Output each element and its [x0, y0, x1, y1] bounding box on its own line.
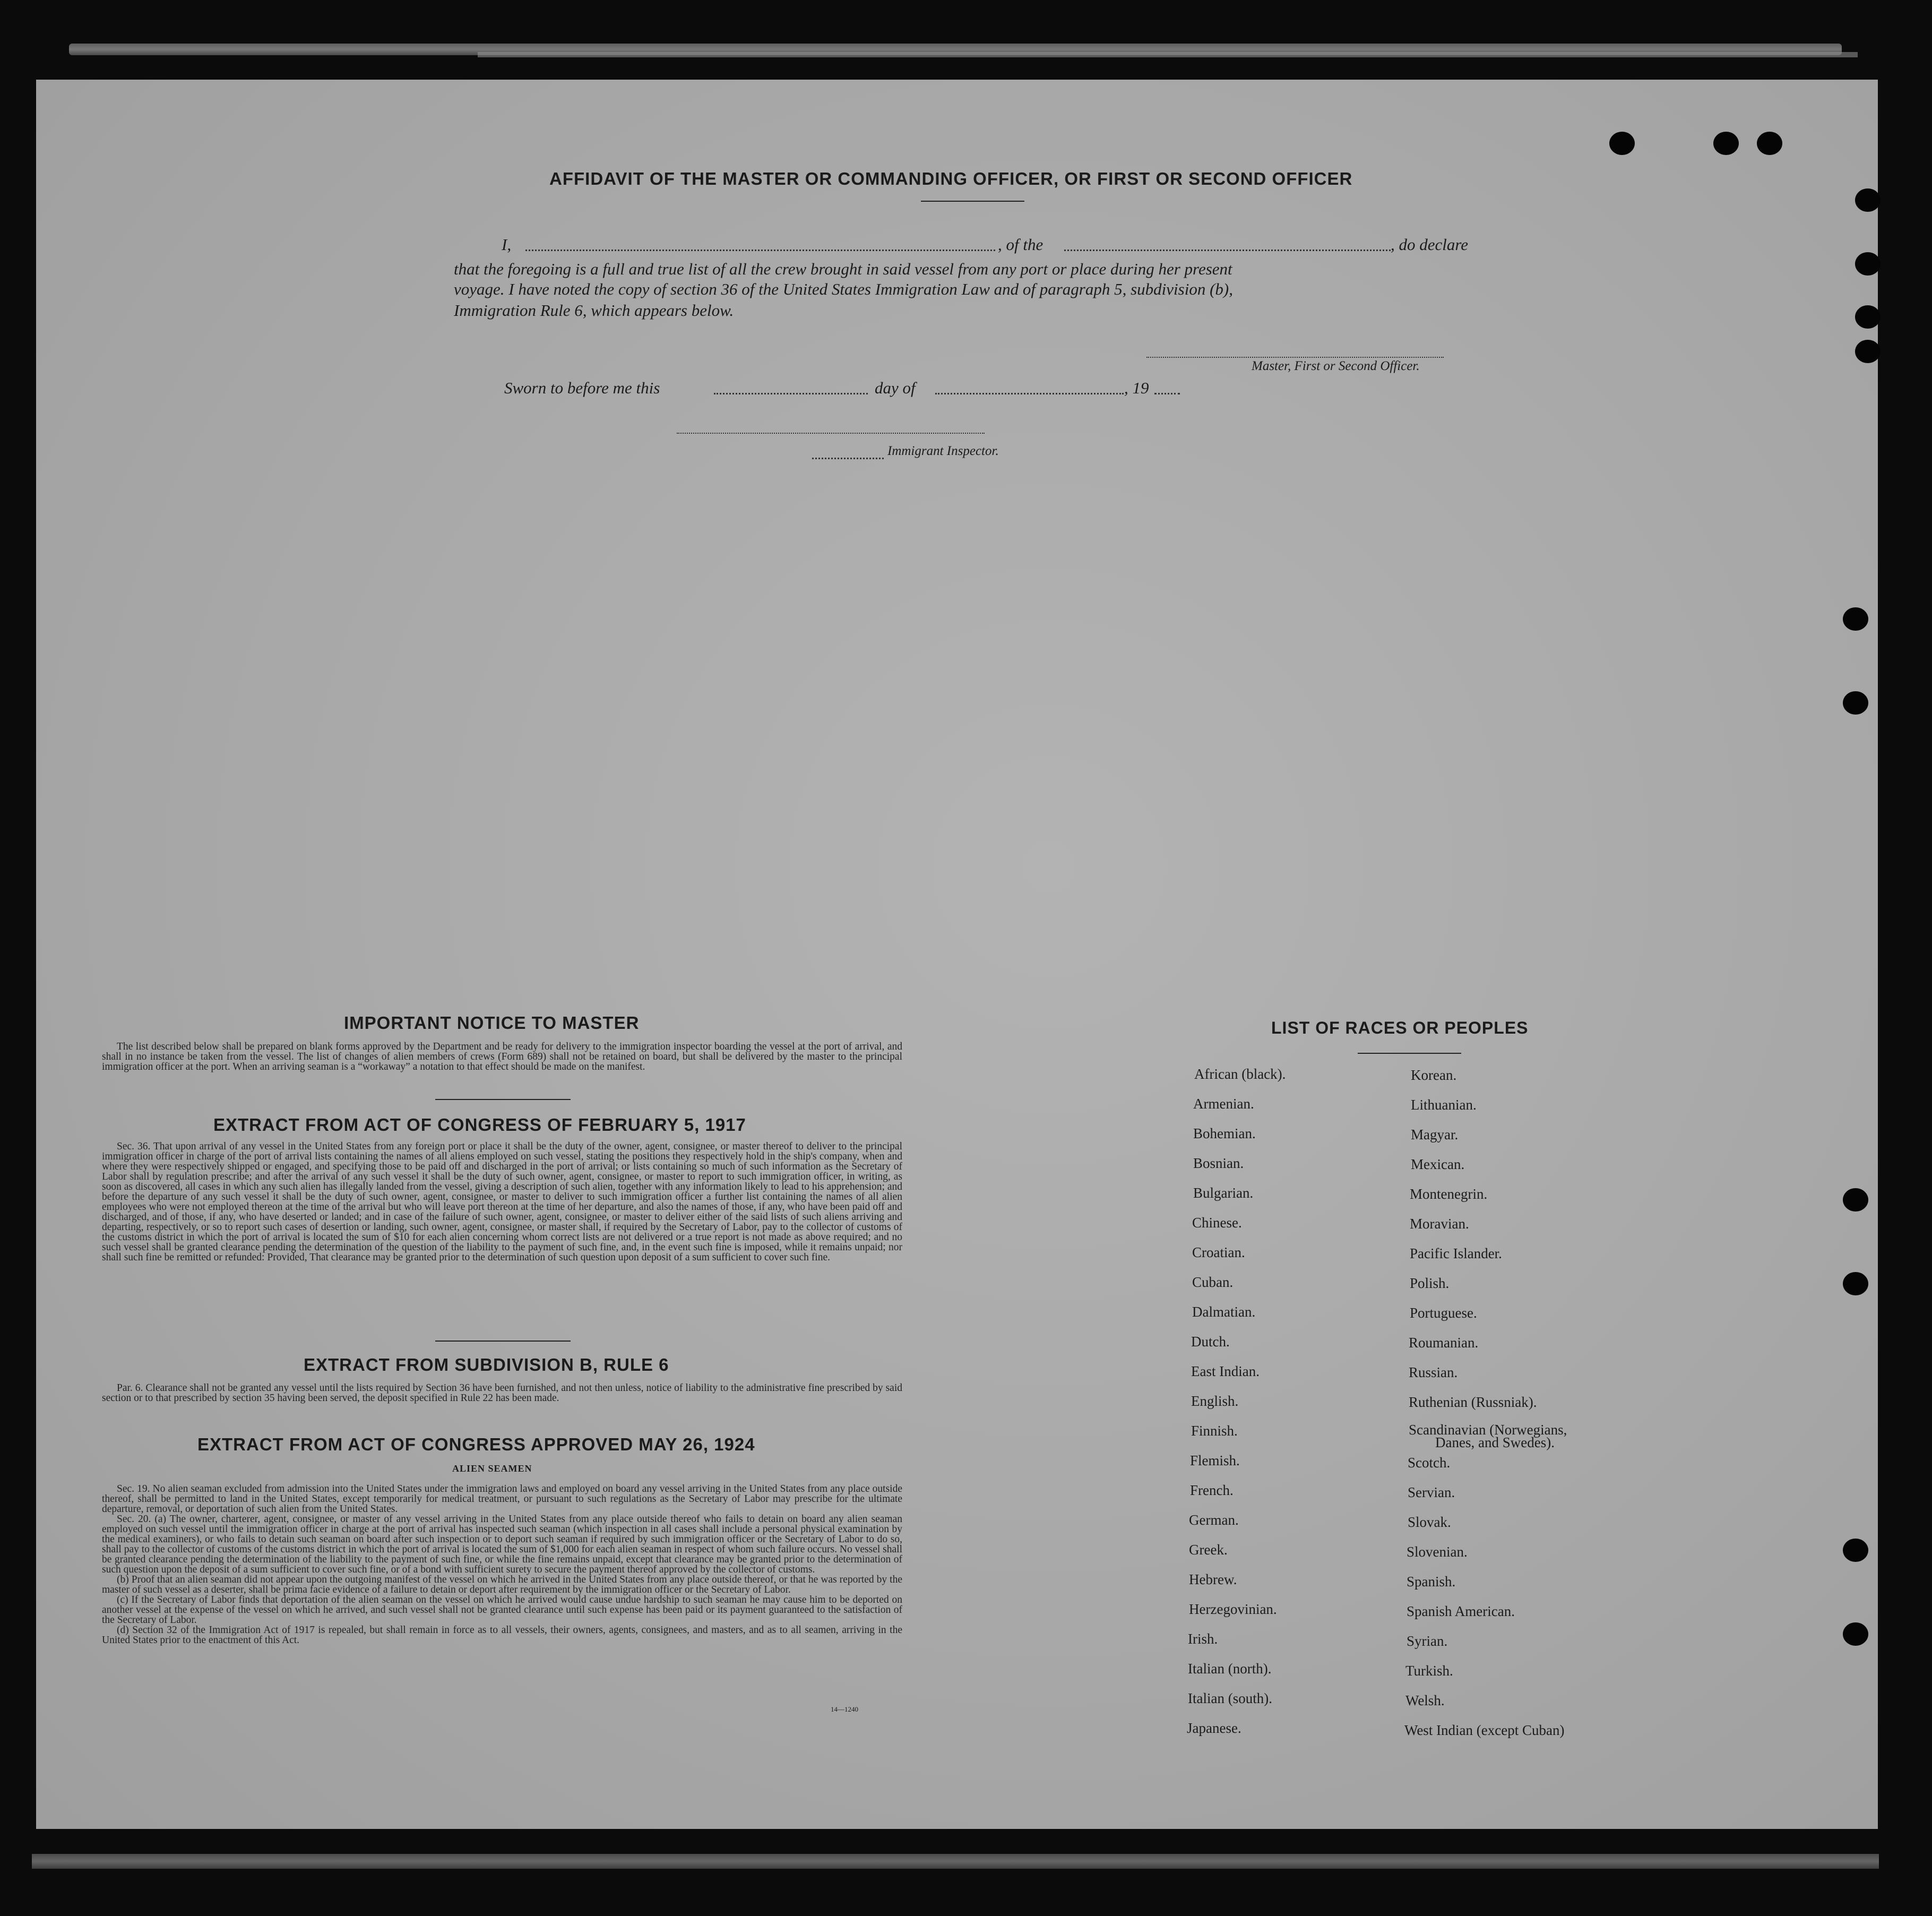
- notice-title: IMPORTANT NOTICE TO MASTER: [344, 1013, 640, 1033]
- inspector-signature-dots: [812, 458, 884, 459]
- race-item: English.: [1191, 1393, 1239, 1409]
- race-item: African (black).: [1194, 1066, 1286, 1082]
- extract2-text: [102, 1383, 902, 1403]
- punch-hole-icon: [1757, 132, 1782, 155]
- punch-hole-icon: [1855, 188, 1881, 212]
- race-item: Italian (south).: [1188, 1690, 1272, 1706]
- punch-hole-icon: [1843, 607, 1868, 631]
- master-signature-line[interactable]: [1146, 357, 1444, 358]
- day-of-text: day of: [875, 379, 916, 397]
- race-item: Irish.: [1188, 1631, 1218, 1647]
- race-item: Dutch.: [1191, 1334, 1230, 1350]
- punch-hole-icon: [1843, 1188, 1868, 1212]
- race-item: Scandinavian (Norwegians,: [1409, 1422, 1567, 1438]
- race-item: Herzegovinian.: [1189, 1601, 1277, 1617]
- affidavit-title: AFFIDAVIT OF THE MASTER OR COMMANDING OFFICER, OR FIRST OR SECOND OFFICER: [549, 169, 1353, 188]
- race-item: Turkish.: [1405, 1663, 1453, 1679]
- race-item: Armenian.: [1193, 1096, 1254, 1112]
- affidavit-do-declare: , do declare: [1391, 235, 1469, 254]
- punch-hole-icon: [1855, 252, 1881, 276]
- race-item: Spanish American.: [1407, 1603, 1515, 1619]
- notice-paragraph: The list described below shall be prepared on blank forms approved by the Department and be ready for delivery to the immigration inspector boarding the vessel at the port of arrival, and shall in no instance be taken from the vessel. The list of changes of alien members of crews (Form 689) shall not be retained on board, but shall be delivered by the master to the principal immigration officer at the port. When an arriving seaman is a “workaway” a notation to that effect should be made on the manifest.: [102, 1041, 902, 1072]
- races-title-underline: [1358, 1053, 1461, 1054]
- race-item: Spanish.: [1407, 1574, 1456, 1589]
- extract3-paragraph-3: (b) Proof that an alien seaman did not appear upon the outgoing manifest of the vessel on which he arrived in the United States from any place outside thereof, or that he was reported by the master of such vessel as a deserter, shall be prima facie evidence of a failure to detain or deport after requirement by the immigration officer or the Secretary of Labor.: [102, 1574, 902, 1595]
- extract3-paragraph-5: (d) Section 32 of the Immigration Act of 1917 is repealed, but shall remain in force as to all vessels, their owners, agents, consignees, and masters, and as to all seamen, arriving in the United States prior to the enactment of this Act.: [102, 1625, 902, 1646]
- extract3-subtitle: ALIEN SEAMEN: [452, 1463, 532, 1474]
- punch-hole-icon: [1855, 340, 1881, 363]
- master-signature-label: Master, First or Second Officer.: [1252, 359, 1420, 373]
- extract1-title: EXTRACT FROM ACT OF CONGRESS OF FEBRUARY 5, 1917: [213, 1115, 746, 1135]
- notice-text: [102, 1042, 902, 1072]
- sworn-year-field[interactable]: [1154, 393, 1180, 394]
- race-item: Russian.: [1409, 1364, 1458, 1380]
- inspector-signature-line[interactable]: [677, 433, 985, 434]
- section-divider: [435, 1099, 571, 1100]
- race-item: Finnish.: [1191, 1423, 1238, 1439]
- affidavit-i: I,: [502, 235, 512, 254]
- race-item: Servian.: [1408, 1484, 1455, 1500]
- race-item: Bohemian.: [1193, 1125, 1256, 1141]
- race-item: Croatian.: [1192, 1244, 1245, 1260]
- race-item: Syrian.: [1407, 1633, 1448, 1649]
- extract1-paragraph: Sec. 36. That upon arrival of any vessel in the United States from any foreign port or place it shall be the duty of the owner, agent, consignee, or master thereof to deliver to the principal immigration officer in charge of the port of arrival lists containing the names of all aliens employed on such vessel, stating the positions they respectively hold in the ship's company, when and where they were respectively shipped or engaged, and specifying those to be paid off and discharged in the port of arrival; or lists containing so much of such information as the Secretary of Labor shall by regulation prescribe; and after the arrival of any such vessel it shall be the duty of such owner, agent, consignee, or master to report to such immigration officer, in writing, as soon as discovered, all cases in which any such alien has illegally landed from the vessel, giving a description of such alien, together with any information likely to lead to his apprehension; and before the departure of any such vessel it shall be the duty of such owner, agent, consignee, or master to deliver to such immigration officer a further list containing the names of all alien employees who were not employed thereon at the time of the arrival but who will leave port thereon at the time of her departure, and also the names of those, if any, who have been paid off and discharged, and of those, if any, who have deserted or landed; and in case of the failure of such owner, agent, consignee, or master to deliver either of the said lists of such aliens arriving and departing, respectively, or so to report such cases of desertion or landing, such owner, agent, consignee, or master shall, if required by the Secretary of Labor, pay to the collector of customs of the customs district in which the port of arrival is located the sum of $10 for each alien concerning whom correct lists are not delivered or a true report is not made as above required; and no such vessel shall be granted clearance pending the determination of the question of the liability to the payment of such fine, and, in the event such fine is imposed, while it remains unpaid; nor shall such fine be remitted or refunded: Provided, That clearance may be granted prior to the determination of such question upon deposit of a sum sufficient to cover such fine.: [102, 1141, 902, 1263]
- race-item: French.: [1190, 1482, 1234, 1498]
- affidavit-line-2: that the foregoing is a full and true list of all the crew brought in said vessel from any port or place during her present: [454, 260, 1232, 278]
- race-item: Slovenian.: [1407, 1544, 1468, 1560]
- sworn-month-field[interactable]: [935, 393, 1124, 394]
- race-item: Bulgarian.: [1193, 1185, 1254, 1201]
- race-item: Italian (north).: [1188, 1661, 1272, 1677]
- race-item: Moravian.: [1410, 1216, 1469, 1232]
- film-edge-bottom: [32, 1854, 1879, 1869]
- race-item: Korean.: [1411, 1067, 1457, 1083]
- race-item: West Indian (except Cuban): [1404, 1722, 1565, 1738]
- punch-hole-icon: [1843, 1622, 1868, 1646]
- affidavit-line-4: Immigration Rule 6, which appears below.: [454, 301, 734, 320]
- punch-hole-icon: [1713, 132, 1739, 155]
- race-item: Danes, and Swedes).: [1435, 1434, 1555, 1450]
- extract2-paragraph: Par. 6. Clearance shall not be granted any vessel until the lists required by Section 36 have been furnished, and not then unless, notice of liability to the administrative fine prescribed by said section or to that prescribed by section 35 having been served, the deposit specified in Rule 22 has been made.: [102, 1382, 902, 1404]
- punch-hole-icon: [1855, 305, 1881, 329]
- punch-hole-icon: [1843, 1272, 1868, 1295]
- affidavit-of-the: , of the: [998, 235, 1043, 254]
- race-item: Pacific Islander.: [1410, 1245, 1502, 1261]
- race-item: Flemish.: [1190, 1453, 1240, 1468]
- race-item: Magyar.: [1411, 1127, 1459, 1142]
- section-divider: [435, 1341, 571, 1342]
- races-title: LIST OF RACES OR PEOPLES: [1271, 1018, 1529, 1037]
- race-item: Hebrew.: [1189, 1571, 1237, 1587]
- form-number: 14—1240: [831, 1705, 858, 1713]
- affidavit-line-3: voyage. I have noted the copy of section 36 of the United States Immigration Law and of paragraph 5, subdivision (b),: [454, 280, 1233, 298]
- race-item: Greek.: [1189, 1542, 1228, 1558]
- race-item: Dalmatian.: [1192, 1304, 1256, 1320]
- punch-hole-icon: [1609, 132, 1635, 155]
- extract3-title: EXTRACT FROM ACT OF CONGRESS APPROVED MAY 26, 1924: [197, 1434, 755, 1454]
- sworn-day-field[interactable]: [714, 393, 868, 394]
- extract2-title: EXTRACT FROM SUBDIVISION B, RULE 6: [304, 1355, 669, 1374]
- race-item: Portuguese.: [1410, 1305, 1477, 1321]
- title-underline: [921, 201, 1024, 202]
- race-item: Ruthenian (Russniak).: [1409, 1394, 1537, 1410]
- race-item: German.: [1189, 1512, 1239, 1528]
- race-item: Slovak.: [1408, 1514, 1451, 1530]
- race-item: Cuban.: [1192, 1274, 1234, 1290]
- extract3-paragraph-2: Sec. 20. (a) The owner, charterer, agent, consignee, or master of any vessel arriving in the United States from any place outside thereof who fails to detain on board any alien seaman employed on such vessel until the immigration officer in charge at the port of arrival has inspected such seaman (which inspection in all cases shall include a personal physical examination by the medical examiners), or who fails to detain such seaman on board after such inspection or to deport such seaman if required by such immigration officer or the Secretary of Labor to do so, shall pay to the collector of customs of the customs district in which the port of arrival is located the sum of $1,000 for each alien seaman in respect of whom such failure occurs. No vessel shall be granted clearance pending the determination of the liability to the payment of such fine, or while the fine remains unpaid, except that clearance may be granted prior to the determination of such question upon the deposit of a sum sufficient to cover such fine, or of a bond with sufficient surety to secure the payment thereof approved by the collector of customs.: [102, 1514, 902, 1575]
- extract1-text: [102, 1141, 902, 1262]
- race-item: East Indian.: [1191, 1363, 1260, 1379]
- punch-hole-icon: [1843, 1539, 1868, 1562]
- sworn-text: Sworn to before me this: [504, 379, 660, 397]
- extract3-paragraph-1: Sec. 19. No alien seaman excluded from admission into the United States under the immigration laws and employed on board any vessel arriving in the United States from any place outside thereof, shall be permitted to land in the United States, except temporarily for medical treatment, or pursuant to such regulations as the Secretary of Labor may prescribe for the ultimate departure, removal, or deportation of such alien from the United States.: [102, 1483, 902, 1515]
- race-item: Bosnian.: [1193, 1155, 1244, 1171]
- punch-hole-icon: [1843, 691, 1868, 715]
- race-item: Roumanian.: [1409, 1335, 1479, 1351]
- race-item: Japanese.: [1187, 1720, 1241, 1736]
- year-text: , 19: [1124, 379, 1149, 397]
- race-item: Chinese.: [1192, 1215, 1242, 1231]
- declarant-name-field[interactable]: [525, 250, 995, 251]
- extract3-text: [102, 1484, 902, 1645]
- extract3-paragraph-4: (c) If the Secretary of Labor finds that deportation of the alien seaman on the vessel on which he arrived would cause undue hardship to such seaman he may cause him to be deported on another vessel at the expense of the vessel on which he arrived, and such vessel shall not be granted clearance until such expense has been paid or its payment guaranteed to the satisfaction of the Secretary of Labor.: [102, 1594, 902, 1626]
- vessel-name-field[interactable]: [1064, 250, 1391, 251]
- race-item: Montenegrin.: [1410, 1186, 1488, 1202]
- race-item: Welsh.: [1405, 1692, 1445, 1708]
- race-item: Lithuanian.: [1411, 1097, 1477, 1113]
- race-item: Scotch.: [1408, 1455, 1451, 1471]
- race-item: Polish.: [1410, 1275, 1450, 1291]
- inspector-label: Immigrant Inspector.: [887, 444, 999, 458]
- film-edge-top-shadow: [478, 52, 1858, 57]
- race-item: Mexican.: [1411, 1156, 1465, 1172]
